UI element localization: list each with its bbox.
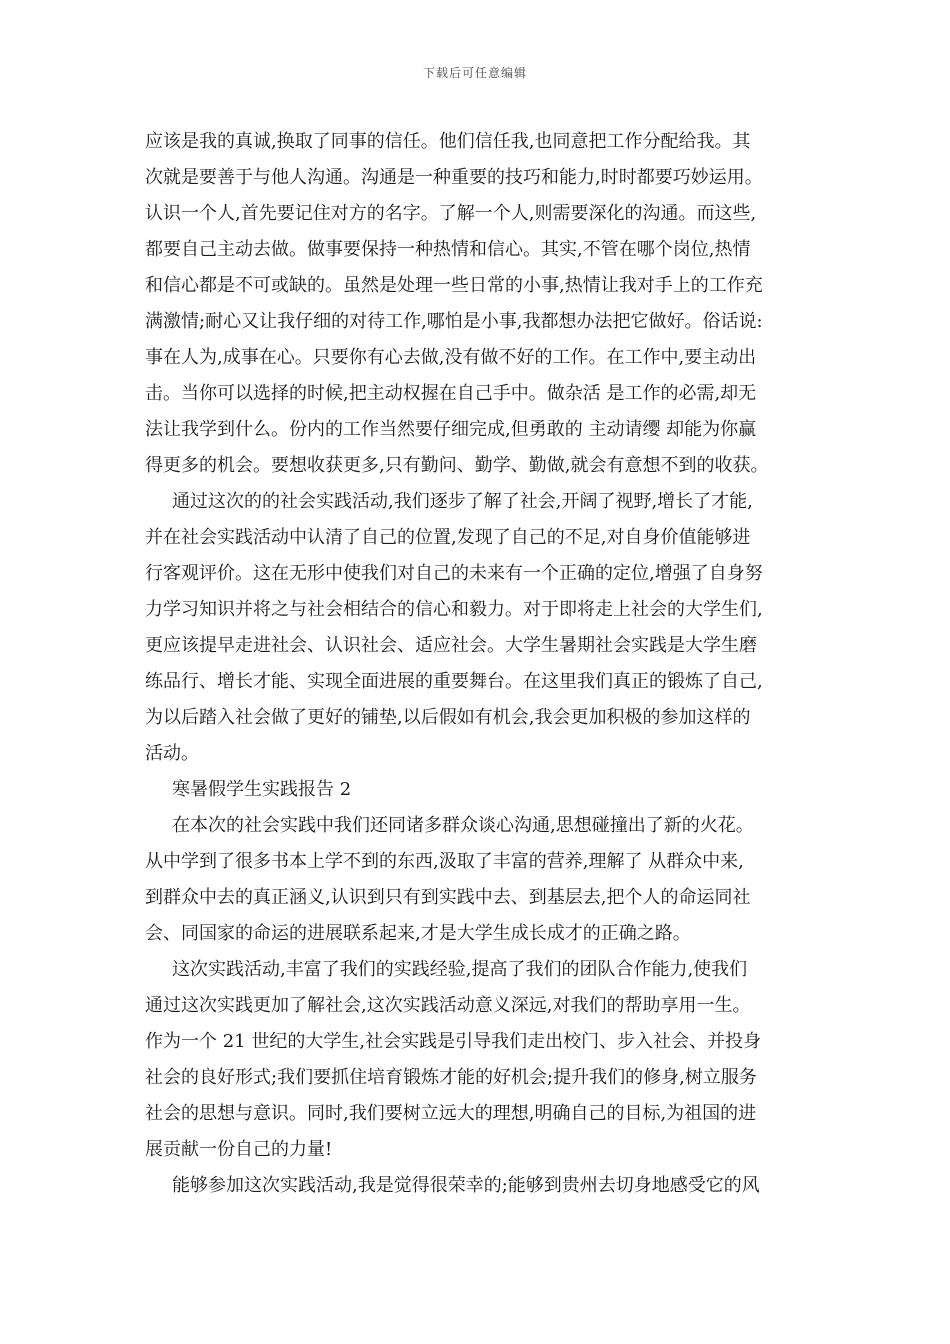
text-line: 社会的思想与意识。同时,我们要树立远大的理想,明确自己的目标,为祖国的进 xyxy=(145,1103,757,1124)
text-line: 得更多的机会。要想收获更多,只有勤问、勤学、勤做,就会有意想不到的收获。 xyxy=(145,455,769,476)
section-heading: 寒暑假学生实践报告 2 xyxy=(172,779,352,800)
text-line: 社会的良好形式;我们要抓住培育锻炼才能的好机会;提升我们的修身,树立服务 xyxy=(145,1067,757,1088)
text-line: 行客观评价。这在无形中使我们对自己的未来有一个正确的定位,增强了自身努 xyxy=(145,563,763,584)
text-line: 为以后踏入社会做了更好的铺垫,以后假如有机会,我会更加积极的参加这样的 xyxy=(145,707,751,728)
text-line: 力学习知识并将之与社会相结合的信心和毅力。对于即将走上社会的大学生们, xyxy=(145,599,763,620)
text-line: 和信心都是不可或缺的。虽然是处理一些日常的小事,热情让我对手上的工作充 xyxy=(145,275,763,296)
header-note: 下载后可任意编辑 xyxy=(422,66,527,80)
text-line: 并在社会实践活动中认清了自己的位置,发现了自己的不足,对自身价值能够进 xyxy=(145,527,751,548)
text-line: 展贡献一份自己的力量! xyxy=(145,1139,333,1160)
paragraph-start-line: 这次实践活动,丰富了我们的实践经验,提高了我们的团队合作能力,使我们 xyxy=(172,959,748,980)
text-line: 更应该提早走进社会、认识社会、适应社会。大学生暑期社会实践是大学生磨 xyxy=(145,635,757,656)
text-line: 活动。 xyxy=(145,743,199,764)
text-line: 都要自己主动去做。做事要保持一种热情和信心。其实,不管在哪个岗位,热情 xyxy=(145,239,751,260)
text-line: 作为一个 21 世纪的大学生,社会实践是引导我们走出校门、步入社会、并投身 xyxy=(145,1031,762,1052)
paragraph-start-line: 通过这次的的社会实践活动,我们逐步了解了社会,开阔了视野,增长了才能, xyxy=(172,491,753,512)
text-line: 认识一个人,首先要记住对方的名字。了解一个人,则需要深化的沟通。而这些, xyxy=(145,203,757,224)
text-line: 满激情;耐心又让我仔细的对待工作,哪怕是小事,我都想办法把它做好。俗话说: xyxy=(145,311,763,332)
paragraph-start-line: 在本次的社会实践中我们还同诸多群众谈心沟通,思想碰撞出了新的火花。 xyxy=(172,815,754,836)
text-line: 应该是我的真诚,换取了同事的信任。他们信任我,也同意把工作分配给我。其 xyxy=(145,131,751,152)
text-line: 通过这次实践更加了解社会,这次实践活动意义深远,对我们的帮助享用一生。 xyxy=(145,995,751,1016)
text-line: 次就是要善于与他人沟通。沟通是一种重要的技巧和能力,时时都要巧妙运用。 xyxy=(145,167,763,188)
paragraph-start-line: 能够参加这次实践活动,我是觉得很荣幸的;能够到贵州去切身地感受它的风 xyxy=(172,1175,760,1196)
text-line: 法让我学到什么。份内的工作当然要仔细完成,但勇敢的 主动请缨 却能为你赢 xyxy=(145,419,757,440)
text-line: 练品行、增长才能、实现全面进展的重要舞台。在这里我们真正的锻炼了自己, xyxy=(145,671,763,692)
text-line: 从中学到了很多书本上学不到的东西,汲取了丰富的营养,理解了 从群众中来, xyxy=(145,851,744,872)
text-line: 到群众中去的真正涵义,认识到只有到实践中去、到基层去,把个人的命运同社 xyxy=(145,887,751,908)
text-line: 会、同国家的命运的进展联系起来,才是大学生成长成才的正确之路。 xyxy=(145,923,691,944)
text-line: 击。当你可以选择的时候,把主动权握在自己手中。做杂活 是工作的必需,却无 xyxy=(145,383,757,404)
body-text xyxy=(145,124,810,1204)
text-line: 事在人为,成事在心。只要你有心去做,没有做不好的工作。在工作中,要主动出 xyxy=(145,347,757,368)
